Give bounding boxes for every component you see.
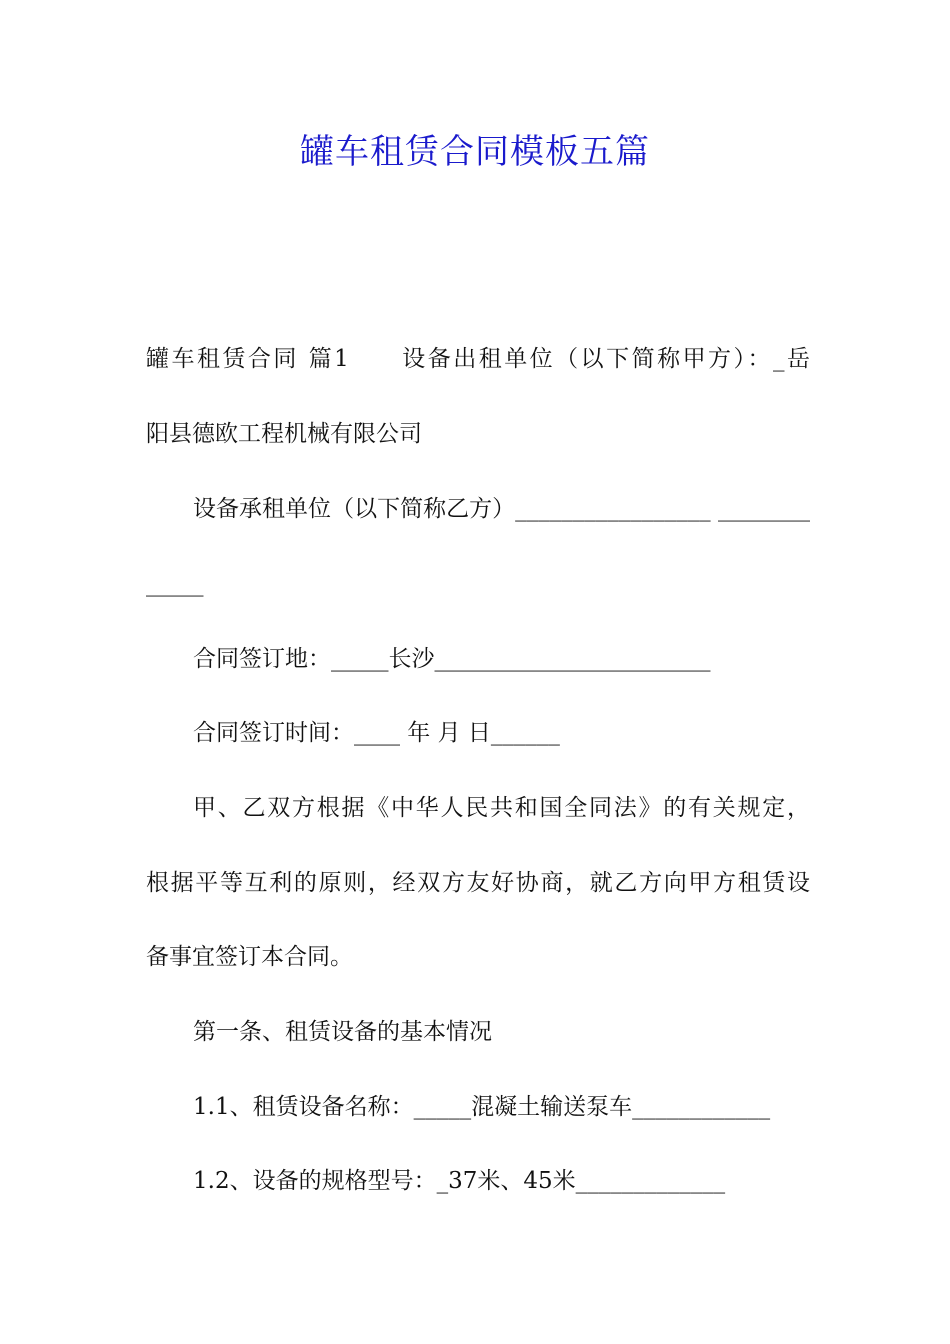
paragraph-line: 1.2、设备的规格型号：_37米、45米_____________ [193, 1168, 726, 1194]
document-title: 罐车租赁合同模板五篇 [300, 132, 650, 172]
paragraph-line: 阳县德欧工程机械有限公司 [146, 421, 422, 447]
paragraph-line: 甲、乙双方根据《中华人民共和国全同法》的有关规定， [193, 795, 810, 821]
paragraph-line: 罐车租赁合同 篇1 设备出租单位（以下简称甲方）：_岳 [146, 346, 810, 372]
paragraph-line: 根据平等互利的原则，经双方友好协商，就乙方向甲方租赁设 [146, 870, 810, 896]
paragraph-line: 合同签订时间：____ 年 月 日______ [193, 720, 560, 746]
paragraph-line: _____ [146, 571, 204, 597]
paragraph-line: 备事宜签订本合同。 [146, 944, 353, 970]
paragraph-line: 1.1、租赁设备名称：_____混凝土输送泵车____________ [193, 1094, 771, 1120]
paragraph-line: 合同签订地：_____长沙________________________ [193, 646, 711, 672]
paragraph-line: 设备承租单位（以下简称乙方）_________________ ________ [193, 496, 810, 522]
section-heading: 第一条、租赁设备的基本情况 [193, 1019, 492, 1045]
